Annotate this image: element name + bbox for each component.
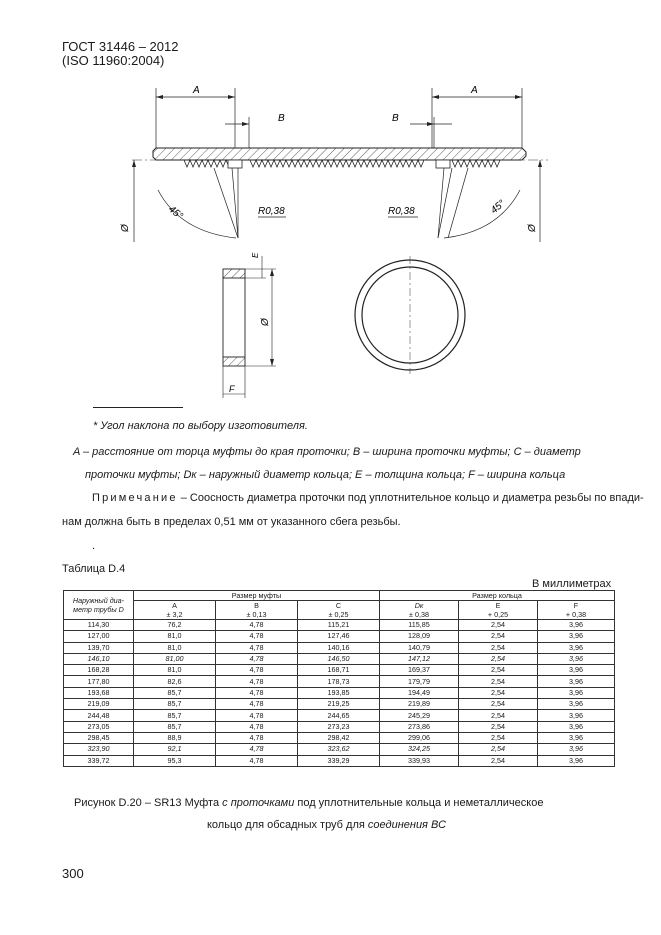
cell: 128,09	[380, 631, 459, 642]
label-diameter-left: Ø	[120, 224, 131, 232]
footnote: * Угол наклона по выбору изготовителя.	[93, 420, 308, 432]
cell: 95,3	[134, 755, 216, 766]
iso-reference: (ISO 11960:2004)	[62, 53, 165, 68]
cell: 140,79	[380, 642, 459, 653]
caption-part: под уплотнительные кольца и неметаллическое	[294, 797, 544, 809]
table-row	[64, 755, 615, 766]
tol-Dk: ± 0,38	[380, 610, 459, 620]
cell: 298,45	[64, 732, 134, 743]
ring-front-view	[355, 256, 465, 374]
cell: 2,54	[459, 631, 538, 642]
cell: 219,09	[64, 699, 134, 710]
cell: 219,25	[298, 699, 380, 710]
cell: 85,7	[134, 710, 216, 721]
cell: 3,96	[538, 676, 615, 687]
coupling-wall	[153, 148, 526, 160]
table-row	[64, 721, 615, 732]
header-ring-size: Размер кольца	[380, 591, 615, 601]
header-col-Dk: Dк	[380, 601, 459, 611]
header-col-E: E	[459, 601, 538, 611]
header-col-F: F	[538, 601, 615, 611]
cell: 4,78	[216, 653, 298, 664]
cell: 3,96	[538, 631, 615, 642]
cell: 2,54	[459, 732, 538, 743]
cell: 3,96	[538, 755, 615, 766]
header-coupling-size: Размер муфты	[134, 591, 380, 601]
cell: 273,86	[380, 721, 459, 732]
note-line-2: нам должна быть в пределах 0,51 мм от указанного сбега резьбы.	[62, 516, 401, 528]
cell: 339,93	[380, 755, 459, 766]
cell: 299,06	[380, 732, 459, 743]
cell: 2,54	[459, 710, 538, 721]
header-pipe-diameter: Наружный диа- метр трубы D	[64, 591, 134, 620]
left-groove	[228, 160, 242, 168]
cell: 273,05	[64, 721, 134, 732]
table-row	[64, 665, 615, 676]
cell: 4,78	[216, 665, 298, 676]
header-col-C: C	[298, 601, 380, 611]
table-row	[64, 653, 615, 664]
cell: 115,21	[298, 620, 380, 631]
footnote-separator	[93, 407, 183, 408]
table-row	[64, 642, 615, 653]
cell: 339,29	[298, 755, 380, 766]
standard-number: ГОСТ 31446 – 2012	[62, 39, 179, 54]
cell: 4,78	[216, 642, 298, 653]
cell: 3,96	[538, 721, 615, 732]
cell: 3,96	[538, 665, 615, 676]
tol-A: ± 3,2	[134, 610, 216, 620]
cell: 323,62	[298, 744, 380, 755]
label-angle-left: 45°	[166, 203, 185, 223]
legend-line-1: A – расстояние от торца муфты до края проточки; B – ширина проточки муфты; C – диаметр	[73, 446, 581, 458]
figure-caption-line-1	[74, 796, 543, 810]
label-R-right: R0,38	[388, 206, 415, 217]
table-row	[64, 687, 615, 698]
cell: 245,29	[380, 710, 459, 721]
cell: 193,68	[64, 687, 134, 698]
cell: 81,0	[134, 631, 216, 642]
cell: 81,0	[134, 665, 216, 676]
cell: 3,96	[538, 687, 615, 698]
cell: 85,7	[134, 687, 216, 698]
cell: 82,6	[134, 676, 216, 687]
cell: 2,54	[459, 676, 538, 687]
cell: 339,72	[64, 755, 134, 766]
header-col-A: A	[134, 601, 216, 611]
caption-part-italic: с проточками	[222, 797, 295, 809]
cell: 4,78	[216, 732, 298, 743]
cell: 146,50	[298, 653, 380, 664]
legend-line-2: проточки муфты; Dк – наружный диаметр кольца; E – толщина кольца; F – ширина кольца	[85, 469, 566, 481]
cell: 146,10	[64, 653, 134, 664]
cell: 85,7	[134, 699, 216, 710]
table-row	[64, 699, 615, 710]
cell: 244,65	[298, 710, 380, 721]
cell: 178,73	[298, 676, 380, 687]
cell: 193,85	[298, 687, 380, 698]
cell: 3,96	[538, 732, 615, 743]
tol-B: ± 0,13	[216, 610, 298, 620]
cell: 81,00	[134, 653, 216, 664]
cell: 3,96	[538, 744, 615, 755]
cell: 127,46	[298, 631, 380, 642]
table-row	[64, 620, 615, 631]
cell: 2,54	[459, 642, 538, 653]
table-row	[64, 744, 615, 755]
page-number: 300	[62, 866, 84, 881]
cell: 85,7	[134, 721, 216, 732]
cell: 4,78	[216, 755, 298, 766]
cell: 4,78	[216, 710, 298, 721]
cell: 4,78	[216, 699, 298, 710]
cell: 2,54	[459, 687, 538, 698]
cell: 4,78	[216, 687, 298, 698]
cell: 3,96	[538, 699, 615, 710]
note-title: Примечание	[92, 492, 178, 504]
cell: 127,00	[64, 631, 134, 642]
cell: 219,89	[380, 699, 459, 710]
cell: 92,1	[134, 744, 216, 755]
dimension-lines	[134, 88, 540, 242]
cell: 81,0	[134, 642, 216, 653]
cell: 2,54	[459, 721, 538, 732]
cell: 273,23	[298, 721, 380, 732]
cell: 115,85	[380, 620, 459, 631]
cell: 2,54	[459, 653, 538, 664]
cell: 4,78	[216, 676, 298, 687]
cell: 4,78	[216, 631, 298, 642]
cell: 3,96	[538, 642, 615, 653]
label-R-left: R0,38	[258, 206, 285, 217]
table-units: В миллиметрах	[532, 578, 612, 590]
cell: 4,78	[216, 721, 298, 732]
cell: 169,37	[380, 665, 459, 676]
cell: 147,12	[380, 653, 459, 664]
cell: 323,90	[64, 744, 134, 755]
label-Dk: Ø	[260, 318, 271, 326]
cell: 3,96	[538, 710, 615, 721]
label-A-right: A	[471, 85, 478, 96]
note-line-1	[92, 491, 644, 505]
cell: 2,54	[459, 699, 538, 710]
label-F: F	[229, 384, 235, 394]
cell: 298,42	[298, 732, 380, 743]
label-B-left: B	[278, 113, 285, 124]
label-B-right: B	[392, 113, 399, 124]
cell: 88,9	[134, 732, 216, 743]
cell: 2,54	[459, 755, 538, 766]
cell: 168,28	[64, 665, 134, 676]
tol-C: ± 0,25	[298, 610, 380, 620]
tol-F: + 0,38	[538, 610, 615, 620]
cell: 4,78	[216, 620, 298, 631]
label-diameter-right: Ø	[527, 224, 538, 232]
label-angle-right: 45°	[488, 198, 508, 217]
note-text-1: – Соосность диаметра проточки под уплотнительное кольцо и диаметра резьбы по впади-	[177, 492, 644, 504]
cell: 244,48	[64, 710, 134, 721]
cell: 3,96	[538, 620, 615, 631]
cell: 194,49	[380, 687, 459, 698]
label-A-left: A	[193, 85, 200, 96]
cell: 4,78	[216, 744, 298, 755]
cell: 76,2	[134, 620, 216, 631]
caption-part: Рисунок D.20 – SR13 Муфта	[74, 797, 223, 809]
table-row	[64, 732, 615, 743]
cell: 2,54	[459, 665, 538, 676]
table-row	[64, 631, 615, 642]
right-groove	[436, 160, 450, 168]
cell: 177,80	[64, 676, 134, 687]
cell: 2,54	[459, 744, 538, 755]
technical-drawing	[0, 0, 661, 405]
tol-E: + 0,25	[459, 610, 538, 620]
table-title: Таблица D.4	[62, 563, 126, 575]
caption-part: кольцо для обсадных труб для	[207, 819, 368, 831]
cell: 140,16	[298, 642, 380, 653]
ring-side-view	[223, 256, 276, 398]
dimensions-table	[63, 590, 615, 767]
label-E: E	[251, 252, 260, 258]
cell: 3,96	[538, 653, 615, 664]
cell: 179,79	[380, 676, 459, 687]
cell: 139,70	[64, 642, 134, 653]
cell: 324,25	[380, 744, 459, 755]
note-dot: .	[92, 540, 96, 552]
cell: 168,71	[298, 665, 380, 676]
table-row	[64, 710, 615, 721]
header-col-B: B	[216, 601, 298, 611]
caption-part-italic: соединения ВС	[367, 819, 447, 831]
cell: 2,54	[459, 620, 538, 631]
figure-caption-line-2	[207, 818, 446, 832]
table-row	[64, 676, 615, 687]
cell: 114,30	[64, 620, 134, 631]
